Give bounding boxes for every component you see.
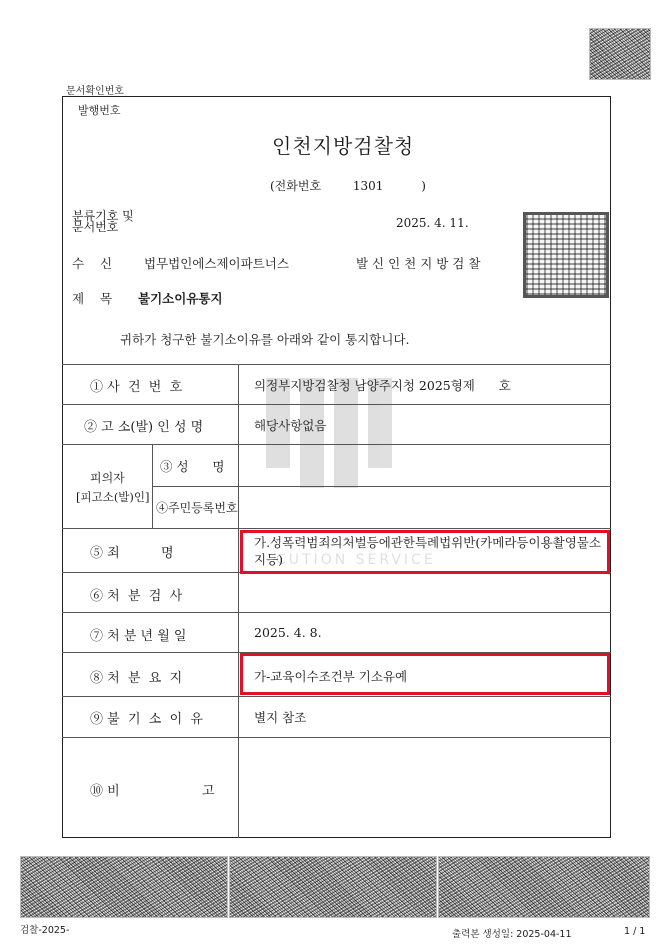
top-right-scan-mark	[589, 28, 651, 80]
phone-close: )	[421, 179, 426, 193]
case-no-value: 의정부지방검찰청 남양주지청 2025형제 호	[254, 378, 511, 393]
disposition-date-value: 2025. 4. 8.	[254, 625, 322, 640]
footer-left: 검찰-2025-	[20, 925, 70, 936]
disposition-gist-value: 가-교육이수조건부 기소유예	[254, 669, 408, 684]
table-line	[62, 528, 611, 529]
footer-right: 1 / 1	[624, 926, 646, 937]
phone-line	[270, 177, 426, 194]
footer-center: 출력본 생성일: 2025-04-11	[452, 929, 572, 940]
recipient-label: 수 신	[72, 256, 113, 271]
disposition-date-label: ⑦ 처 분 년 월 일	[90, 629, 187, 644]
table-line	[62, 444, 611, 445]
doc-check-label: 문서확인번호	[66, 86, 124, 97]
crime-value: 가.성폭력범죄의처벌등에관한특례법위반(카메라등이용촬영물소지등)	[254, 535, 601, 567]
bottom-scan-mark-right	[438, 856, 650, 918]
case-no-label: ① 사 건 번 호	[90, 380, 183, 395]
table-line	[62, 696, 611, 697]
table-top-line	[62, 364, 611, 365]
prosecutor-label: ⑥ 처 분 검 사	[90, 589, 183, 604]
subject: 불기소이유통지	[138, 291, 223, 306]
reason-label: ⑨ 불 기 소 이 유	[90, 712, 203, 727]
subject-label: 제 목	[72, 291, 113, 306]
remarks-label: ⑩ 비	[90, 784, 120, 799]
rrn-label: ④주민등록번호	[156, 501, 238, 515]
sender: 발 신 인 천 지 방 검 찰	[356, 256, 481, 271]
bottom-scan-mark-center	[229, 856, 437, 918]
phone-number: 1301	[352, 179, 384, 193]
class-label-2: 문서번호	[72, 220, 119, 234]
agency-title: 인천지방검찰청	[272, 134, 415, 158]
suspect-label: 피의자	[90, 471, 125, 485]
suspect-column-line	[152, 444, 153, 528]
phone-label: (전화번호	[270, 179, 322, 193]
issue-no-label: 발행번호	[78, 104, 121, 117]
table-line	[62, 404, 611, 405]
suspect-sub-label: [피고소(발)인]	[76, 490, 150, 504]
document-date: 2025. 4. 11.	[396, 216, 469, 230]
remarks-label-end: 고	[202, 784, 215, 799]
official-seal	[523, 212, 609, 298]
name-label: ③ 성 명	[160, 459, 225, 474]
complainant-value: 해당사항없음	[254, 418, 327, 433]
crime-label: ⑤ 죄 명	[90, 546, 174, 561]
suspect-split-line	[152, 486, 611, 487]
intro-text: 귀하가 청구한 불기소이유를 아래와 같이 통지합니다.	[120, 332, 410, 347]
reason-value: 별지 참조	[254, 710, 307, 725]
crime-highlight-box	[240, 530, 610, 574]
table-line	[62, 737, 611, 738]
disposition-gist-label: ⑧ 처 분 요 지	[90, 671, 183, 686]
recipient: 법무법인에스제이파트너스	[144, 256, 289, 271]
watermark-text: CUTION SERVICE	[276, 552, 436, 568]
disposition-highlight-box	[240, 653, 610, 695]
bottom-scan-mark-left	[20, 856, 228, 918]
label-column-line	[238, 364, 239, 838]
complainant-label: ② 고 소(발) 인 성 명	[84, 420, 204, 435]
class-label-1: 분류기호 및	[72, 209, 134, 223]
table-line	[62, 612, 611, 613]
